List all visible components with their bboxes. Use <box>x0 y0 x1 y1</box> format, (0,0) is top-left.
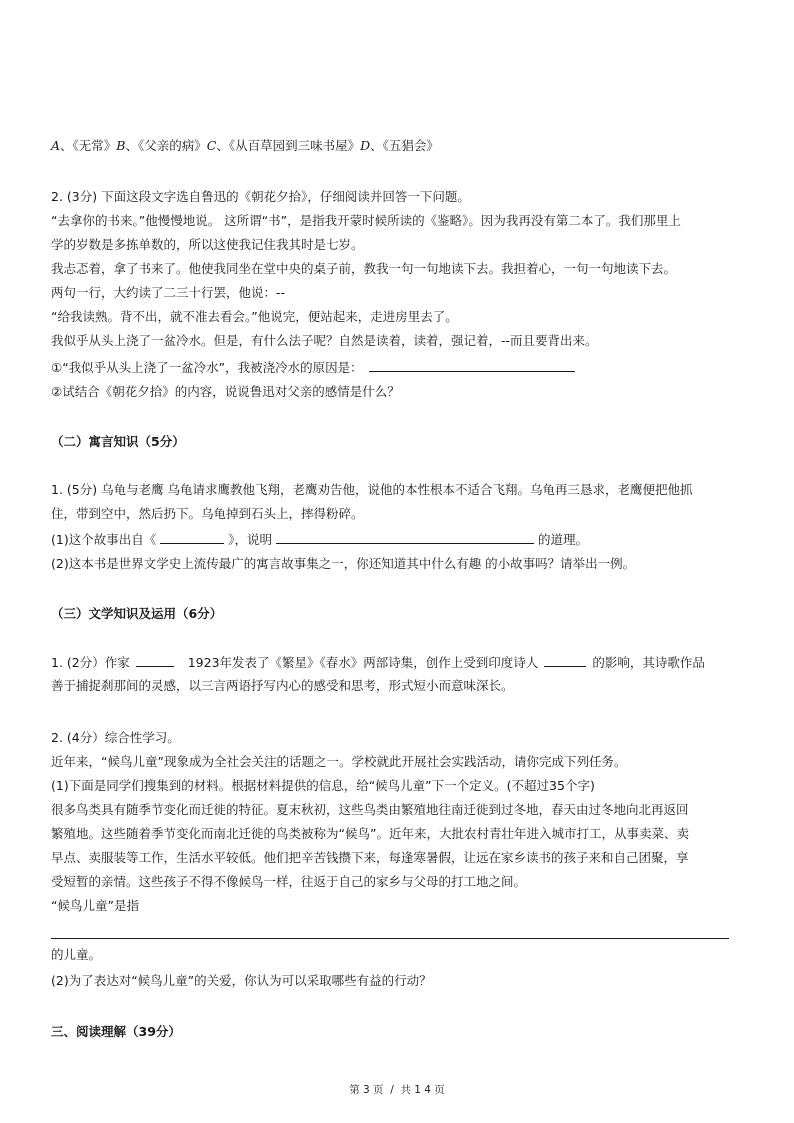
author-blank[interactable] <box>136 654 174 667</box>
q2-comprehensive-head: 2. (4分）综合性学习。 <box>51 730 180 745</box>
option-b-letter: B <box>116 138 126 153</box>
literature-q1-line: 善于捕捉刹那间的灵感，以三言两语抒写内心的感受和思考，形式短小而意味深长。 <box>51 678 514 693</box>
definition-end: 的儿童。 <box>51 947 102 962</box>
q2-sub1 <box>51 359 575 376</box>
fable-sub1-mid: 》，说明 <box>228 532 272 547</box>
q2-head: 2. (3分) 下面这段文字选自鲁迅的《朝花夕拾》，仔细阅读并回答一下问题。 <box>51 189 470 204</box>
material-line: 早点、卖服装等工作，生活水平较低。他们把辛苦钱攒下来，每逢寒暑假，让远在家乡读书的孩子来和自己团聚，享 <box>51 850 689 865</box>
literature-q1-post: 的影响，其诗歌作品 <box>592 655 705 670</box>
q2-passage-line: 我忐忑着，拿了书来了。他使我同坐在堂中央的桌子前，教我一句一句地读下去。我担着心，一句一句地读下去。 <box>51 261 677 276</box>
section-title-fables: （二）寓言知识（5分） <box>51 434 185 449</box>
fable-sub1-pre: (1)这个故事出自《 <box>51 532 157 547</box>
q2-sub2: ②试结合《朝花夕拾》的内容，说说鲁迅对父亲的感情是什么？ <box>51 384 400 399</box>
q2-passage-line: 我似乎从头上浇了一盆冷水。但是，有什么法子呢？自然是读着，读着，强记着，--而且要背出来。 <box>51 333 598 348</box>
fable-question-line: 住，带到空中，然后扔下。乌龟掉到石头上，摔得粉碎。 <box>51 506 364 521</box>
definition-answer-line[interactable] <box>51 938 729 939</box>
literature-q1-mid: 1923年发表了《繁星》《春水》两部诗集，创作上受到印度诗人 <box>187 655 539 670</box>
definition-prompt: “候鸟儿童”是指 <box>51 898 139 913</box>
q2-sub1-text: ①“我似乎从头上浇了一盆冷水”，我被浇冷水的原因是： <box>51 360 363 375</box>
fable-sub1 <box>51 531 588 548</box>
q2-passage-line: 学的岁数是多拣单数的，所以这使我记住我其时是七岁。 <box>51 237 364 252</box>
literature-q1-line <box>51 654 705 671</box>
q2-comprehensive-sub1: (1)下面是同学们搜集到的材料。根据材料提供的信息，给“候鸟儿童”下一个定义。(不超过35个字) <box>51 778 595 793</box>
fable-sub1-post: 的道理。 <box>537 532 588 547</box>
literature-q1-pre: 1. (2分）作家 <box>51 655 130 670</box>
option-a-text: 、《无常》 <box>60 138 117 153</box>
page-footer: 第 3 页 / 共 1 4 页 <box>349 1084 445 1096</box>
answer-blank[interactable] <box>369 359 575 372</box>
q2-passage-line: 两句一行，大约读了二三十行罢，他说：-- <box>51 285 286 300</box>
material-line: 很多鸟类具有随季节变化而迁徙的特征。夏末秋初，这些鸟类由繁殖地往南迁徙到过冬地，春天由过冬地向北再返回 <box>51 802 689 817</box>
fable-sub2: (2)这本书是世界文学史上流传最广的寓言故事集之一，你还知道其中什么有趣 的小故事吗？请举出一例。 <box>51 556 636 571</box>
options-line <box>51 138 439 154</box>
book-title-blank[interactable] <box>160 531 224 544</box>
q2-comprehensive-intro: 近年来，“候鸟儿童”现象成为全社会关注的话题之一。学校就此开展社会实践活动，请你完成下列任务。 <box>51 754 627 769</box>
q2-comprehensive-sub2: (2)为了表达对“候鸟儿童”的关爱，你认为可以采取哪些有益的行动？ <box>51 973 432 988</box>
poet-blank[interactable] <box>544 654 586 667</box>
moral-blank[interactable] <box>276 531 534 544</box>
option-a-letter: A <box>51 138 61 153</box>
section-title-literature: （三）文学知识及运用（6分） <box>51 606 223 621</box>
q2-passage-line: “给我读熟。背不出，就不准去看会。”他说完，便站起来，走进房里去了。 <box>51 309 458 324</box>
material-line: 受短暂的亲情。这些孩子不得不像候鸟一样，往返于自己的家乡与父母的打工地之间。 <box>51 874 527 889</box>
section-title-reading: 三、阅读理解（39分） <box>51 1024 181 1039</box>
fable-question-line: 1. (5分) 乌龟与老鹰 乌龟请求鹰教他飞翔，老鹰劝告他，说他的本性根本不适合飞翔。乌龟再三恳求，老鹰便把他抓 <box>51 482 693 497</box>
q2-passage-line: “去拿你的书来。”他慢慢地说。 这所谓“书”，是指我开蒙时候所读的《鉴略》。因为我再没有第二本了。我们那里上 <box>51 213 681 228</box>
option-c-letter: C <box>206 138 217 153</box>
option-d-letter: D <box>360 138 371 153</box>
option-c-text: 、《从百草园到三味书屋》 <box>216 138 361 153</box>
option-b-text: 、《父亲的病》 <box>125 138 207 153</box>
material-line: 繁殖地。这些随着季节变化而南北迁徙的鸟类被称为“候鸟”。近年来，大批农村青壮年进入城市打工，从事卖菜、卖 <box>51 826 689 841</box>
option-d-text: 、《五猖会》 <box>370 138 439 153</box>
